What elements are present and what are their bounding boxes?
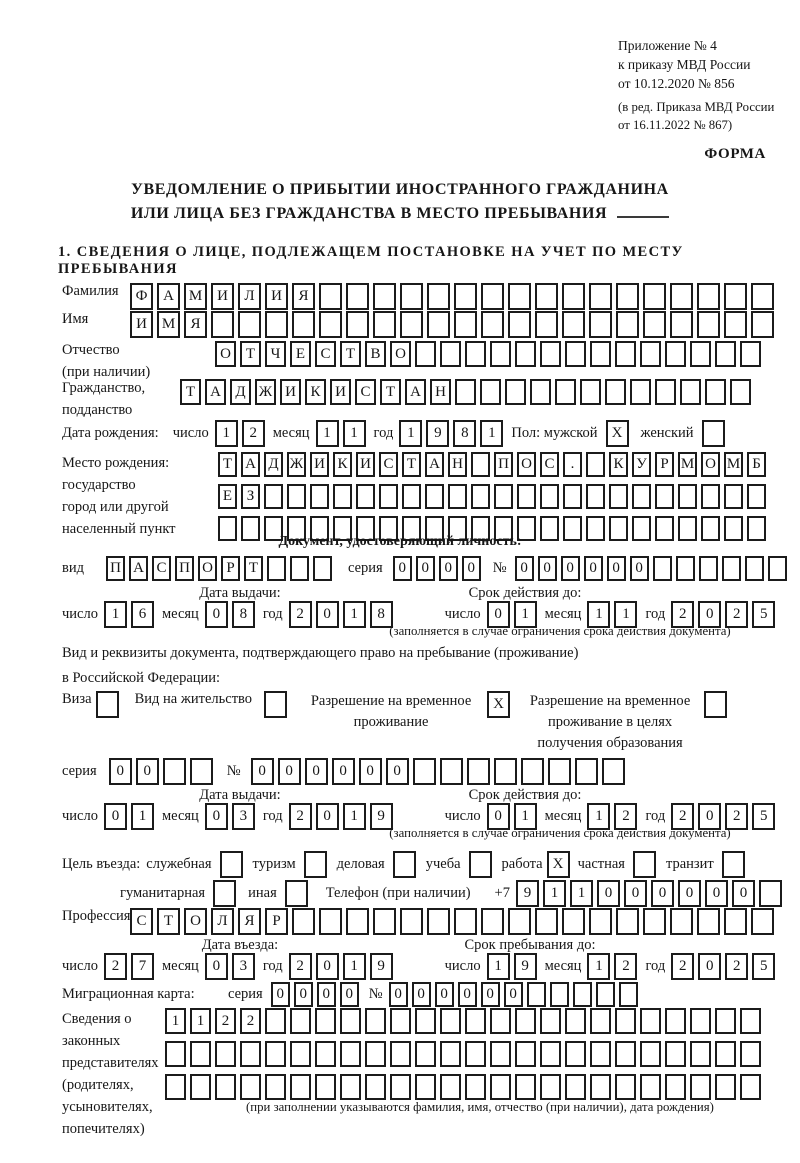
permit-issue-day-boxes[interactable]: 0 1 (104, 803, 154, 830)
patronymic-boxes[interactable]: О Т Ч Е С Т В О (215, 341, 761, 367)
profession-label: Профессия (62, 908, 131, 924)
entry-dates-row: число 2 7 месяц 0 3 год 2 0 1 9 число 1 9 месяц 1 2 год 2 0 2 5 (62, 953, 783, 980)
representatives-row2-boxes[interactable] (165, 1041, 761, 1067)
permit-series-boxes[interactable]: 0 0 (109, 758, 213, 785)
sex-male-checkbox[interactable]: X (606, 420, 629, 447)
permit-dates-row: число 0 1 месяц 0 3 год 2 0 1 9 число 0 1 месяц 1 2 год 2 0 2 5 (62, 803, 783, 830)
doc-series-label: серия (348, 560, 383, 576)
permit-issue-date-heading: Дата выдачи: (199, 787, 281, 803)
representatives-block (62, 1008, 761, 1140)
purpose-transit-label: транзит (665, 856, 714, 872)
purpose-label: Цель въезда: (62, 856, 141, 872)
purpose-official-label: служебная (146, 856, 212, 872)
purpose-other-label: иная (248, 885, 277, 901)
representatives-row1-boxes[interactable]: 1 1 2 2 (165, 1008, 761, 1034)
month-label: месяц (272, 425, 310, 441)
birth-year-boxes[interactable]: 1 9 8 1 (399, 420, 503, 447)
visa-checkbox[interactable] (96, 691, 119, 718)
permit-number-boxes[interactable]: 0 0 0 0 0 0 (251, 758, 625, 785)
migration-series-boxes[interactable]: 0 0 0 0 (271, 982, 359, 1007)
doc-kind-boxes[interactable]: П А С П О Р Т (106, 556, 332, 581)
purpose-tourism-label: туризм (252, 856, 296, 872)
residence-permit-label: Вид на жительство (134, 691, 253, 707)
purpose-work-label: работа (501, 856, 543, 872)
migration-number-boxes[interactable]: 0 0 0 0 0 0 (389, 982, 638, 1007)
sex-female-checkbox[interactable] (702, 420, 725, 447)
profession-row (62, 908, 774, 935)
purpose-other-checkbox[interactable] (285, 880, 308, 907)
doc-issue-date-heading: Дата выдачи: (199, 585, 281, 601)
annex-line: от 10.12.2020 № 856 (618, 76, 735, 91)
purpose-private-label: частная (577, 856, 625, 872)
citizenship-boxes[interactable]: Т А Д Ж И К И С Т А Н (180, 379, 751, 405)
entry-month-boxes[interactable]: 0 3 (205, 953, 255, 980)
doc-validity-note: (заполняется в случае ограничения срока действия документа) (389, 624, 731, 638)
purpose-row1 (62, 851, 745, 878)
stay-until-year-boxes[interactable]: 2 0 2 5 (671, 953, 775, 980)
permit-validity-note: (заполняется в случае ограничения срока действия документа) (389, 826, 731, 840)
phone-prefix: +7 (494, 885, 510, 901)
surname-label: Фамилия (62, 283, 119, 299)
doc-series-boxes[interactable]: 0 0 0 0 (393, 556, 481, 581)
birth-date-label: Дата рождения: (62, 425, 159, 441)
doc-number-boxes[interactable]: 0 0 0 0 0 0 (515, 556, 787, 581)
temp-residence-edu-checkbox[interactable] (704, 691, 727, 718)
purpose-row2 (120, 880, 782, 907)
birth-month-boxes[interactable]: 1 1 (316, 420, 366, 447)
permit-series-label: серия (62, 763, 97, 779)
entry-year-boxes[interactable]: 2 0 1 9 (289, 953, 393, 980)
purpose-study-checkbox[interactable] (469, 851, 492, 878)
doc-issue-month-boxes[interactable]: 0 8 (205, 601, 255, 628)
purpose-humanitarian-checkbox[interactable] (213, 880, 236, 907)
doc-valid-until-heading: Срок действия до: (468, 585, 582, 601)
form-title-line2: ИЛИ ЛИЦА БЕЗ ГРАЖДАНСТВА В МЕСТО ПРЕБЫВАНИЯ (130, 205, 608, 222)
doc-number-label: № (492, 560, 507, 576)
representatives-note: (при заполнении указываются фамилия, имя, отчество (при наличии), дата рождения) (246, 1100, 714, 1114)
doc-issue-day-boxes[interactable]: 1 6 (104, 601, 154, 628)
doc-valid-day-boxes[interactable]: 0 1 (487, 601, 537, 628)
permit-valid-until-heading: Срок действия до: (468, 787, 582, 803)
profession-boxes[interactable]: С Т О Л Я Р (130, 908, 774, 935)
residence-permit-checkbox[interactable] (264, 691, 287, 718)
stay-doc-intro1: Вид и реквизиты документа, подтверждающего право на пребывание (проживание) (62, 645, 579, 661)
annex-line: к приказу МВД России (618, 57, 751, 72)
purpose-business-label: деловая (336, 856, 385, 872)
purpose-work-checkbox[interactable]: X (547, 851, 570, 878)
citizenship-label: Гражданство, подданство (62, 380, 146, 418)
temp-residence-edu-label: Разрешение на временное проживание в целях получения образования (529, 693, 691, 751)
citizenship-row (62, 377, 751, 421)
permit-valid-month-boxes[interactable]: 1 2 (587, 803, 637, 830)
birth-date-row (62, 420, 725, 447)
day-label: число (172, 425, 209, 441)
section1-heading: 1. СВЕДЕНИЯ О ЛИЦЕ, ПОДЛЕЖАЩЕМ ПОСТАНОВКЕ НА УЧЕТ ПО МЕСТУ ПРЕБЫВАНИЯ (58, 244, 684, 277)
sex-female-label: женский (640, 425, 694, 441)
permit-issue-month-boxes[interactable]: 0 3 (205, 803, 255, 830)
visa-label: Виза (62, 691, 92, 707)
patronymic-label: Отчество (при наличии) (62, 342, 151, 380)
birth-day-boxes[interactable]: 1 2 (215, 420, 265, 447)
doc-issue-year-boxes[interactable]: 2 0 1 8 (289, 601, 393, 628)
permit-valid-day-boxes[interactable]: 0 1 (487, 803, 537, 830)
birth-place-labels: Место рождения: государство город или другой населенный пункт (62, 455, 176, 537)
permit-number-label: № (226, 763, 241, 779)
identity-doc-row (62, 556, 787, 581)
annex-line: Приложение № 4 (618, 38, 717, 53)
stay-until-heading: Срок пребывания до: (464, 937, 596, 953)
title-blank-underline (617, 216, 669, 218)
purpose-study-label: учеба (425, 856, 461, 872)
doc-kind-label: вид (62, 560, 84, 576)
surname-row (62, 283, 774, 310)
temp-residence-label: Разрешение на временное проживание (310, 693, 472, 730)
purpose-tourism-checkbox[interactable] (304, 851, 327, 878)
name-boxes[interactable]: И М Я (130, 311, 774, 338)
phone-boxes[interactable]: 9 1 1 0 0 0 0 0 0 (516, 880, 782, 907)
stay-until-month-boxes[interactable]: 1 2 (587, 953, 637, 980)
phone-label: Телефон (при наличии) (325, 885, 471, 901)
form-title-line1: УВЕДОМЛЕНИЕ О ПРИБЫТИИ ИНОСТРАННОГО ГРАЖДАНИНА (131, 181, 669, 198)
temp-residence-checkbox[interactable]: X (487, 691, 510, 718)
purpose-humanitarian-label: гуманитарная (120, 885, 206, 901)
doc-dates-row: число 1 6 месяц 0 8 год 2 0 1 8 число 0 1 месяц 1 1 год 2 0 2 5 (62, 601, 783, 628)
representatives-row3-boxes[interactable] (165, 1074, 761, 1100)
year-label: год (373, 425, 394, 441)
name-label: Имя (62, 311, 89, 327)
purpose-transit-checkbox[interactable] (722, 851, 745, 878)
doc-valid-month-boxes[interactable]: 1 1 (587, 601, 637, 628)
birth-place-block (62, 452, 766, 541)
annex-reference (618, 36, 774, 134)
entry-date-heading: Дата въезда: (201, 937, 279, 953)
stay-doc-intro2: в Российской Федерации: (62, 670, 221, 686)
identity-doc-heading: Документ, удостоверяющий личность: (278, 534, 522, 549)
migration-card-row (62, 982, 638, 1007)
purpose-official-checkbox[interactable] (220, 851, 243, 878)
stay-doc-options-row (62, 691, 727, 754)
migration-card-label: Миграционная карта: (62, 986, 195, 1002)
annex-revision-note: (в ред. Приказа МВД России от 16.11.2022 № 867) (618, 100, 775, 132)
sex-male-label: Пол: мужской (511, 425, 598, 441)
stay-doc-series-row (62, 758, 625, 785)
name-row (62, 311, 774, 338)
birth-place-row2-boxes[interactable]: Е З (218, 484, 766, 509)
purpose-private-checkbox[interactable] (633, 851, 656, 878)
doc-valid-year-boxes[interactable]: 2 0 2 5 (671, 601, 775, 628)
permit-issue-year-boxes[interactable]: 2 0 1 9 (289, 803, 393, 830)
permit-valid-year-boxes[interactable]: 2 0 2 5 (671, 803, 775, 830)
representatives-label: Сведения о законных представителях (родителях, усыновителях, попечителях) (62, 1011, 159, 1137)
migration-number-label: № (368, 986, 383, 1002)
purpose-business-checkbox[interactable] (393, 851, 416, 878)
migration-series-label: серия (228, 986, 263, 1002)
stay-until-day-boxes[interactable]: 1 9 (487, 953, 537, 980)
surname-boxes[interactable]: Ф А М И Л И Я (130, 283, 774, 310)
form-title (0, 178, 800, 226)
entry-day-boxes[interactable]: 2 7 (104, 953, 154, 980)
birth-place-row1-boxes[interactable]: Т А Д Ж И К И С Т А Н П О С . К У Р М О М Б (218, 452, 766, 477)
forma-label: ФОРМА (704, 146, 766, 162)
